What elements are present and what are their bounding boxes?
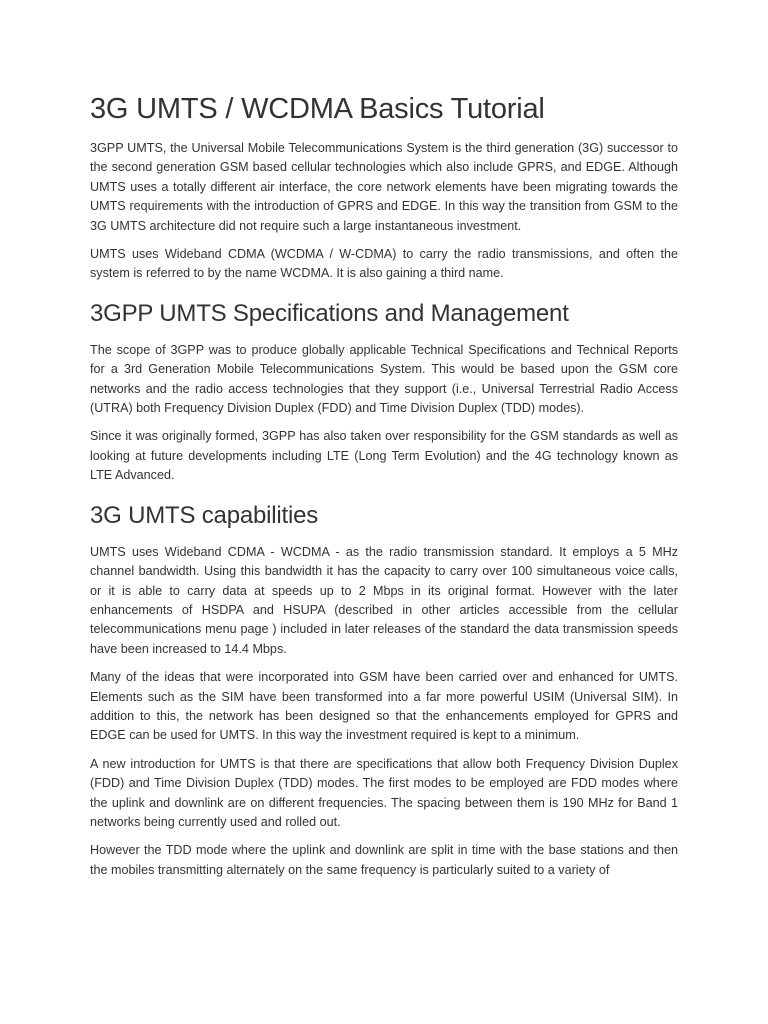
section-heading-specifications: 3GPP UMTS Specifications and Management xyxy=(90,299,569,327)
page-title: 3G UMTS / WCDMA Basics Tutorial xyxy=(90,93,545,125)
document-page xyxy=(90,91,678,889)
intro-paragraph-2: UMTS uses Wideband CDMA (WCDMA / W-CDMA) to carry the radio transmissions, and often the system is referred to by the name WCDMA. It is also gaining a third name. xyxy=(90,247,678,281)
capabilities-paragraph-1: UMTS uses Wideband CDMA - WCDMA - as the radio transmission standard. It employs a 5 MHz channel bandwidth. Using this bandwidth it has the capacity to carry over 100 simultaneous voice calls, or it is able to carry data at speeds up to 2 Mbps in its original format. However with the later enhancements of HSDPA and HSUPA (described in other articles accessible from the cellular telecommunications menu page ) included in later releases of the standard the data transmission speeds have been increased to 14.4 Mbps. xyxy=(90,544,678,656)
capabilities-paragraph-3: A new introduction for UMTS is that there are specifications that allow both Frequency Division Duplex (FDD) and Time Division Duplex (TDD) modes. The first modes to be employed are FDD modes where the uplink and downlink are on different frequencies. The spacing between them is 190 MHz for Band 1 networks being currently used and rolled out. xyxy=(90,756,678,829)
specifications-paragraph-2: Since it was originally formed, 3GPP has also taken over responsibility for the GSM standards as well as looking at future developments including LTE (Long Term Evolution) and the 4G technology known as LTE Advanced. xyxy=(90,429,678,483)
intro-paragraph-1: 3GPP UMTS, the Universal Mobile Telecommunications System is the third generation (3G) successor to the second generation GSM based cellular technologies which also include GPRS, and EDGE. Although UMTS uses a totally different air interface, the core network elements have been migrating towards the UMTS requirements with the introduction of GPRS and EDGE. In this way the transition from GSM to the 3G UMTS architecture did not require such a large instantaneous investment. xyxy=(90,141,678,233)
section-heading-capabilities: 3G UMTS capabilities xyxy=(90,501,319,529)
capabilities-paragraph-4: However the TDD mode where the uplink and downlink are split in time with the base stations and then the mobiles transmitting alternately on the same frequency is particularly suited to a variety of xyxy=(90,843,678,877)
capabilities-paragraph-2: Many of the ideas that were incorporated into GSM have been carried over and enhanced for UMTS. Elements such as the SIM have been transformed into a far more powerful USIM (Universal SIM). In addition to this, the network has been designed so that the enhancements employed for GPRS and EDGE can be used for UMTS. In this way the investment required is kept to a minimum. xyxy=(90,670,678,743)
specifications-paragraph-1: The scope of 3GPP was to produce globally applicable Technical Specifications and Technical Reports for a 3rd Generation Mobile Telecommunications System. This would be based upon the GSM core networks and the radio access technologies that they support (i.e., Universal Terrestrial Radio Access (UTRA) both Frequency Division Duplex (FDD) and Time Division Duplex (TDD) modes). xyxy=(90,342,678,416)
